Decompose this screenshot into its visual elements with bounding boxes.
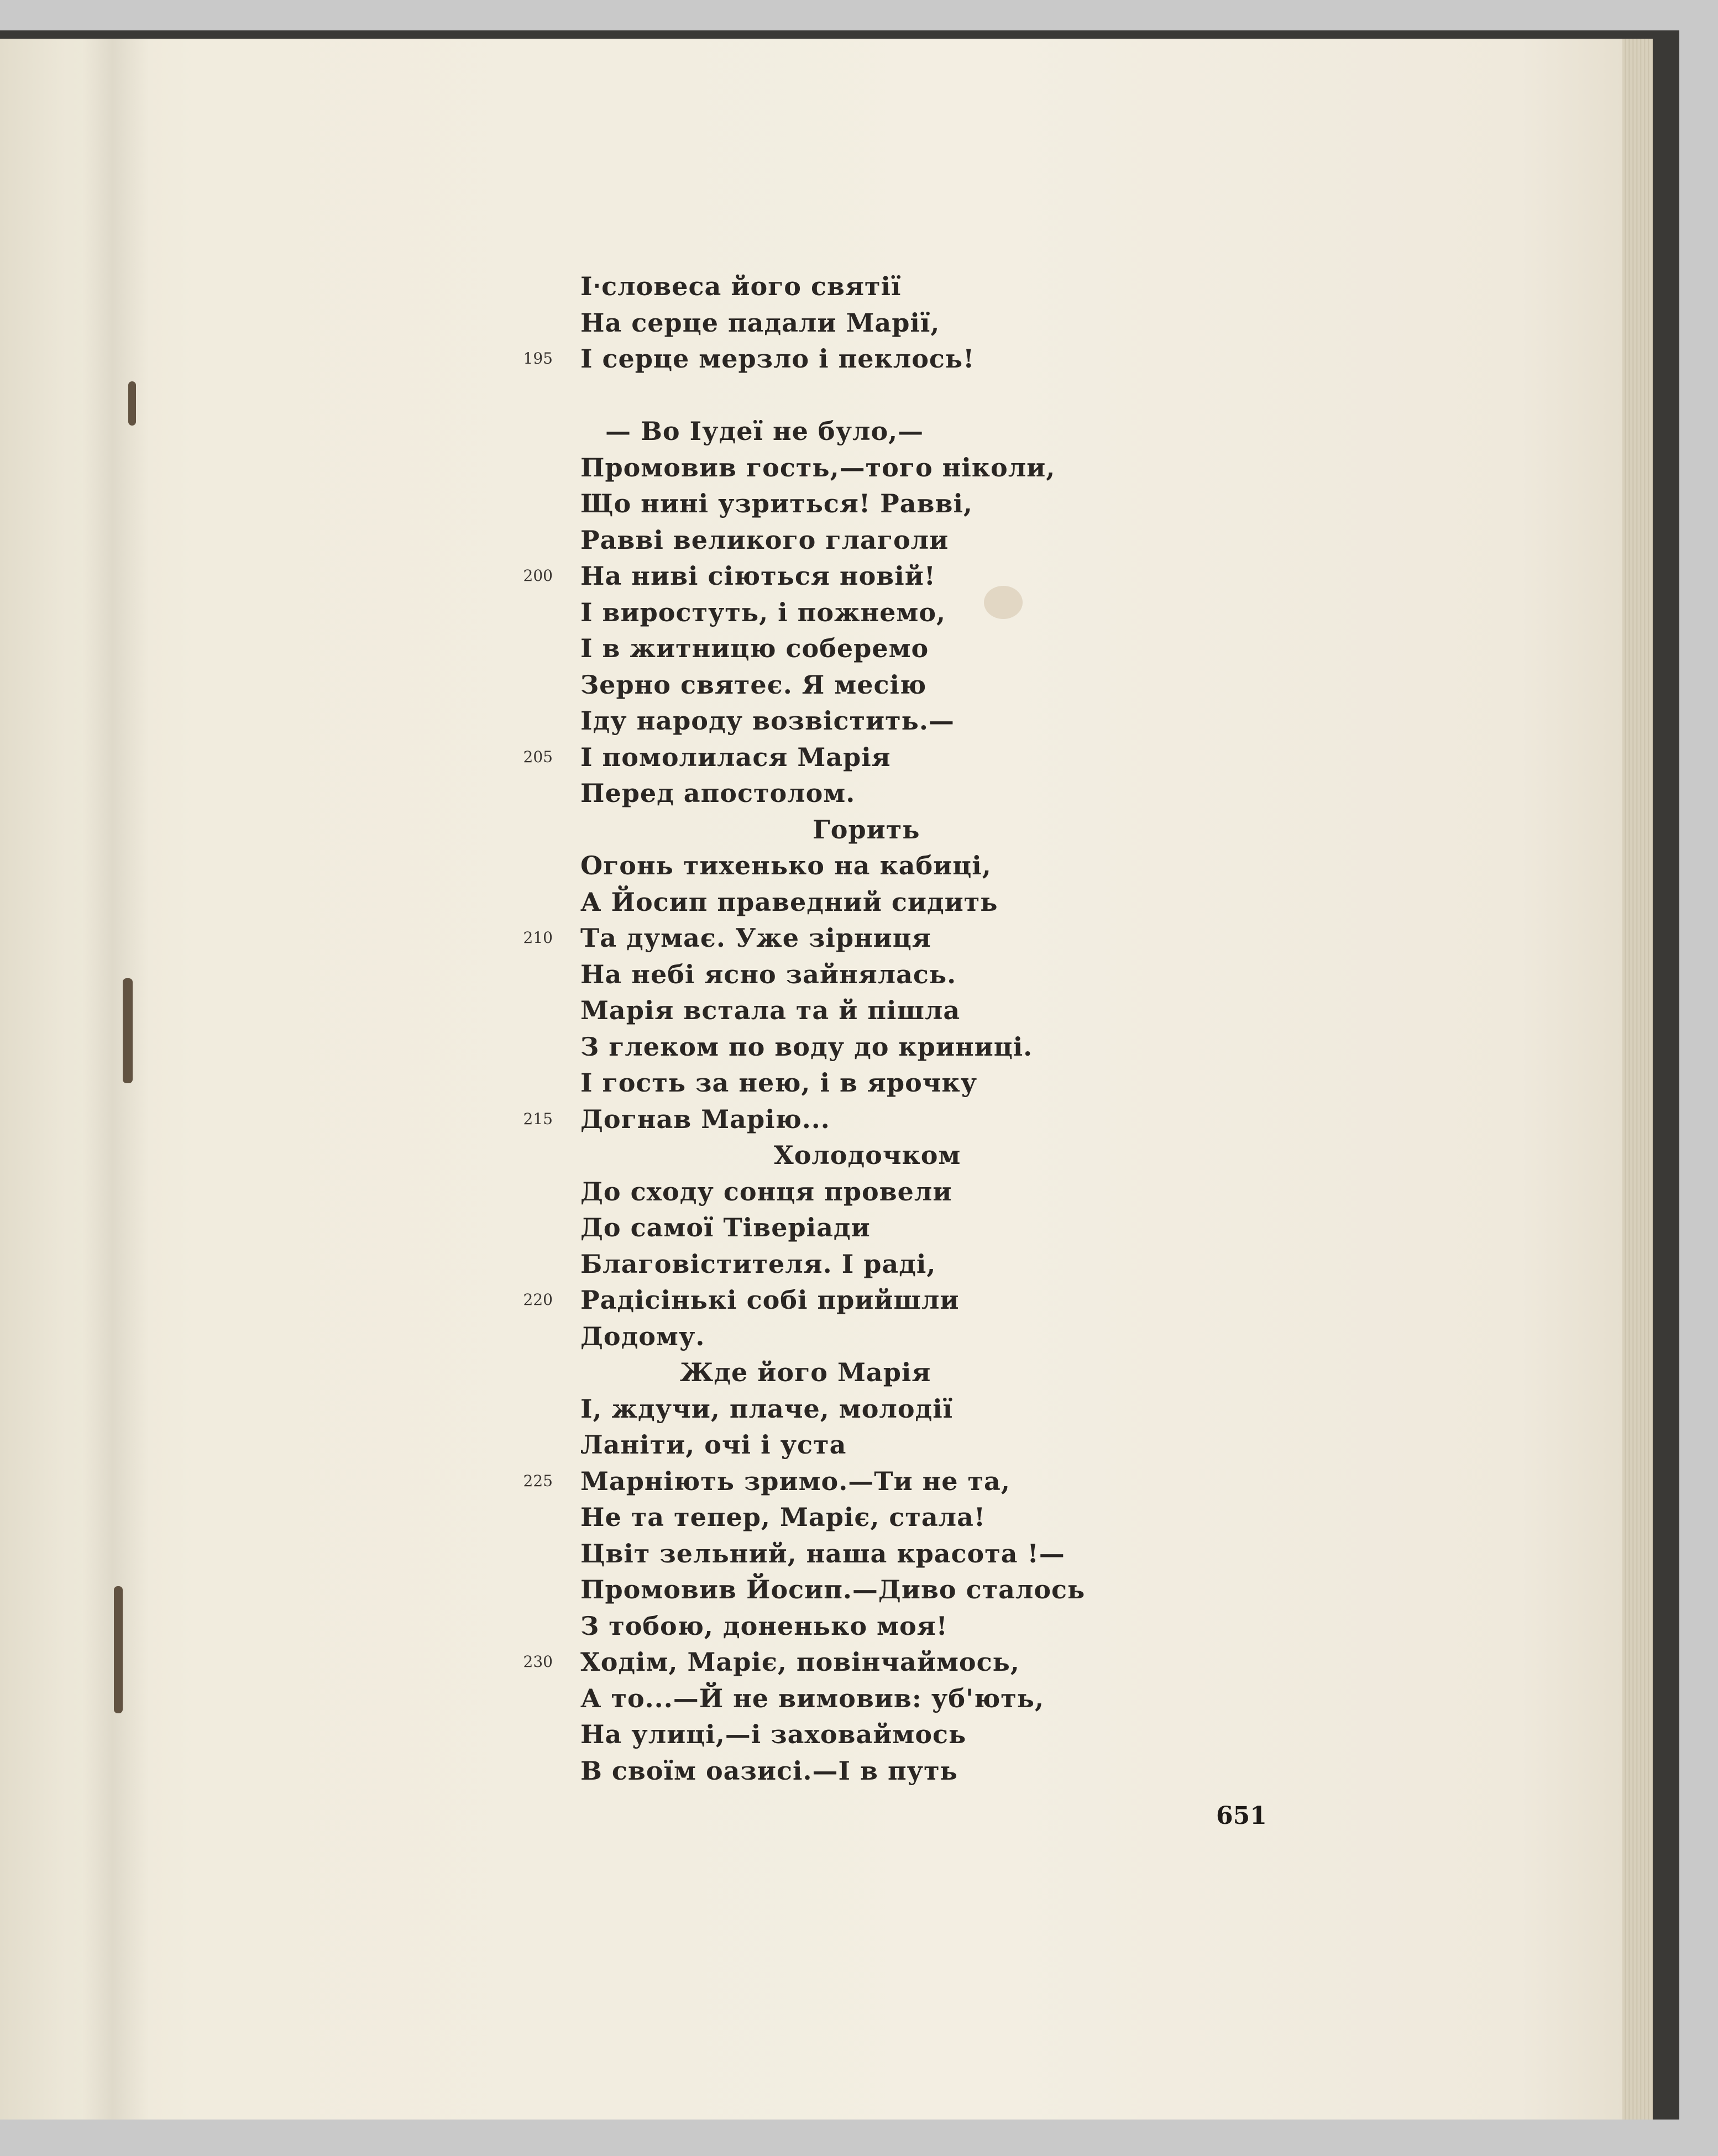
poem-line: На небі ясно зайнялась. (580, 959, 957, 989)
poem-line: А то...—Й не вимовив: уб'ють, (580, 1683, 1045, 1713)
page-edges (1622, 39, 1653, 2120)
paper-spot (984, 586, 1023, 619)
poem-line: І, ждучи, плаче, молодії (580, 1393, 954, 1424)
poem-line: Горить (813, 814, 920, 844)
poem-line: Та думає. Уже зірниця (580, 923, 931, 953)
page-number: 651 (1216, 1802, 1267, 1830)
poem-line: Перед апостолом. (580, 778, 856, 808)
line-number: 210 (523, 929, 553, 947)
line-number: 215 (523, 1109, 553, 1128)
page-gutter-shadow (83, 39, 149, 2120)
poem-line: З тобою, доненько моя! (580, 1611, 948, 1641)
poem-line: Іду народу возвістить.— (580, 706, 955, 736)
poem-line: Не та тепер, Маріє, стала! (580, 1502, 986, 1532)
poem-line: До сходу сонця провели (580, 1176, 952, 1206)
poem-line: Благовістителя. І раді, (580, 1249, 936, 1279)
margin-stain (114, 1586, 123, 1713)
poem-line: Додому. (580, 1321, 705, 1351)
line-number: 195 (523, 349, 553, 368)
line-number: 220 (523, 1291, 553, 1309)
poem-line: На улиці,—і заховаймось (580, 1719, 967, 1749)
line-number: 230 (523, 1653, 553, 1671)
line-number: 205 (523, 747, 553, 766)
poem-line: До самої Тіверіади (580, 1213, 871, 1242)
poem-line: Цвіт зельний, наша красота !— (580, 1538, 1065, 1569)
poem-line: Догнав Марію... (580, 1104, 830, 1134)
poem-line: — Во Іудеї не було,— (605, 416, 924, 446)
poem-line: Огонь тихенько на кабиці, (580, 851, 992, 880)
poem-line: Ходім, Маріє, повінчаймось, (580, 1647, 1020, 1677)
poem-line: Марніють зримо.—Ти не та, (580, 1466, 1010, 1496)
line-number: 225 (523, 1471, 553, 1490)
poem-line: І виростуть, і пожнемо, (580, 597, 946, 627)
poem-line: В своїм оазисі.—І в путь (580, 1755, 958, 1786)
poem-line: На серце падали Марії, (580, 307, 940, 338)
poem-line: Жде його Марія (680, 1357, 931, 1387)
margin-stain (123, 978, 133, 1083)
poem-line: Зерно святеє. Я месію (580, 669, 927, 700)
poem-line: Радісінькі собі прийшли (580, 1285, 960, 1315)
poem-line: Марія встала та й пішла (580, 995, 961, 1025)
poem-line: І‧словеса його святії (580, 271, 902, 301)
poem-line: І в житницю соберемо (580, 633, 929, 663)
line-number: 200 (523, 566, 553, 585)
poem-line: Ланіти, очі і уста (580, 1430, 847, 1460)
poem-line: І серце мерзло і пеклось! (580, 344, 975, 374)
poem-line: Равві великого глаголи (580, 524, 949, 555)
poem-line: І помолилася Марія (580, 742, 891, 772)
poem-line: Промовив гость,—того ніколи, (580, 452, 1056, 482)
poem-line: З глеком по воду до криниці. (580, 1031, 1033, 1062)
poem-line: На ниві сіються новій! (580, 561, 936, 591)
poem-line: Холодочком (774, 1140, 961, 1170)
margin-stain (128, 381, 136, 426)
poem-line: А Йосип праведний сидить (580, 886, 998, 917)
poem-line: Промовив Йосип.—Диво сталось (580, 1575, 1086, 1604)
poem-line: І гость за нею, і в ярочку (580, 1068, 978, 1098)
poem-line: Що нині узриться! Равві, (580, 489, 973, 518)
